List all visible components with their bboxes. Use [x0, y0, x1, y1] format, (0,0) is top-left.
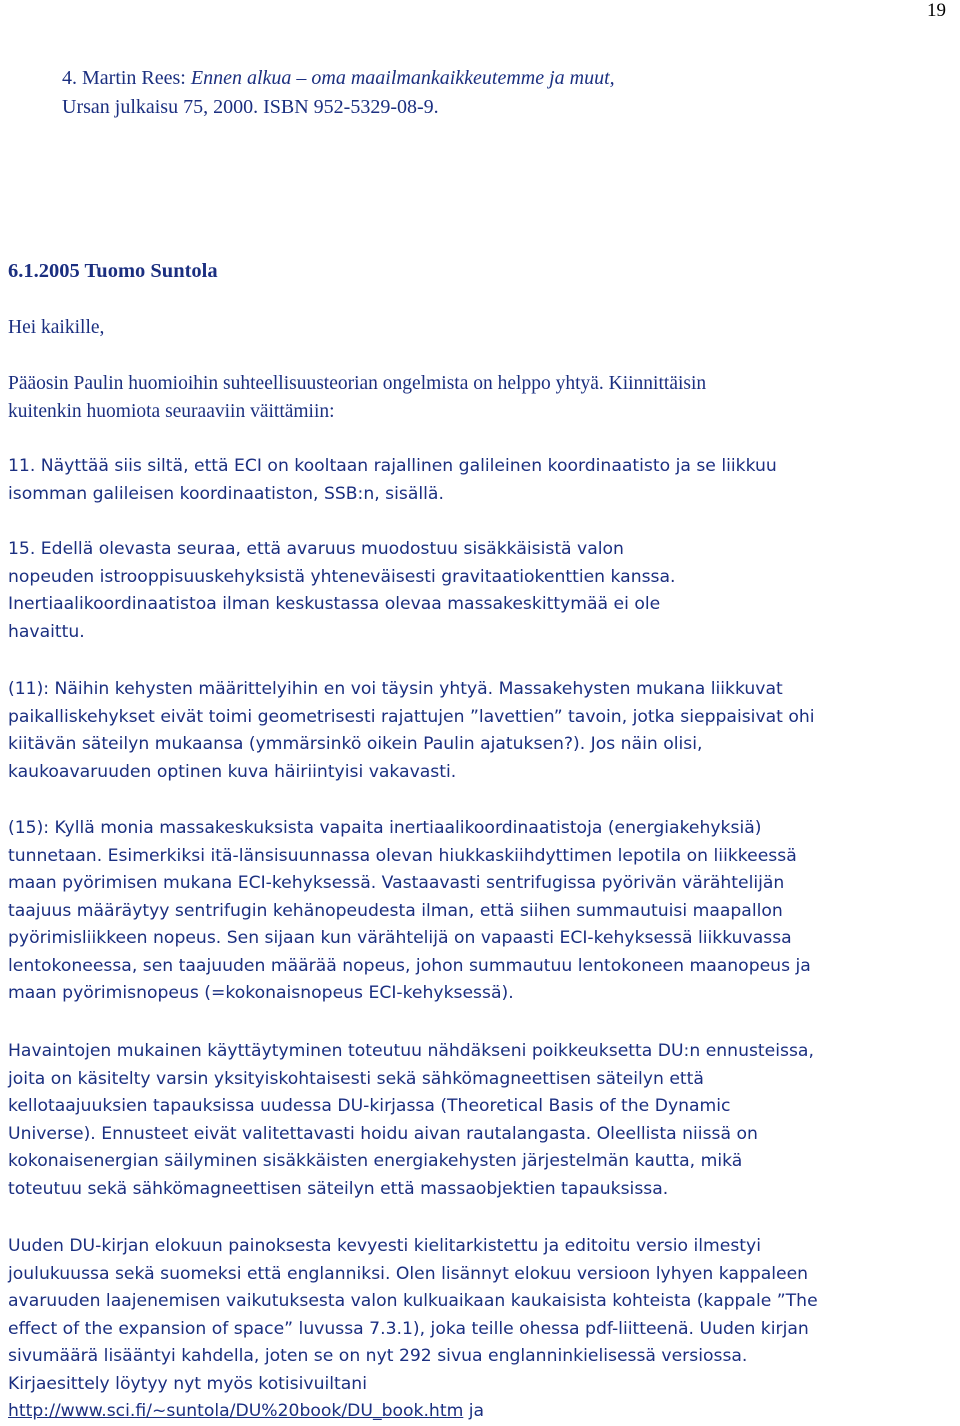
reply-15-line: taajuus määräytyy sentrifugin kehänopeudesta ilman, että siihen summautuisi maapallon: [8, 900, 783, 921]
new-book-line: Kirjaesittely löytyy nyt myös kotisivuiltani: [8, 1373, 367, 1394]
homepage-link[interactable]: http://www.sci.fi/~suntola/DU%20book/DU_book.htm: [8, 1401, 464, 1421]
reply-11-line: kiitävän säteilyn mukaansa (ymmärsinkö oikein Paulin ajatuksen?). Jos näin olisi,: [8, 734, 703, 754]
new-book-line: avaruuden laajenemisen vaikutuksesta valon kulkuaikaan kaukaisista kohteista (kappale ”The: [8, 1291, 818, 1311]
intro-line: Pääosin Paulin huomioihin suhteellisuusteorian ongelmista on helppo yhtyä. Kiinnittäisin: [8, 373, 707, 394]
email-header: 6.1.2005 Tuomo Suntola: [8, 260, 218, 282]
claim-15-line: nopeuden istrooppisuuskehyksistä yhteneväisesti gravitaatiokenttien kanssa.: [8, 566, 676, 587]
new-book-line: effect of the expansion of space” luvussa 7.3.1), joka teille ohessa pdf-liitteenä. Uuden kirjan: [8, 1318, 809, 1339]
observations-line: kokonaisenergian säilyminen sisäkkäisten energiakehysten järjestelmän kautta, mikä: [8, 1151, 743, 1171]
claim-11-paragraph: [8, 453, 958, 508]
observations-paragraph: [8, 1038, 958, 1203]
new-book-line: joulukuussa sekä suomeksi että englanniksi. Olen lisännyt elokuu versioon lyhyen kappaleen: [8, 1263, 809, 1284]
observations-line: joita on käsitelty varsin yksityiskohtaisesti sekä sähkömagneettisen säteilyn että: [8, 1068, 704, 1089]
claim-11-line: 11. Näyttää siis siltä, että ECI on kooltaan rajallinen galileinen koordinaatisto ja se liikkuu: [8, 456, 777, 476]
claim-15-paragraph: [8, 536, 958, 646]
reference-author: Martin Rees:: [82, 67, 186, 89]
observations-line: toteutuu sekä sähkömagneettisen säteilyn että massaobjektien tapauksissa.: [8, 1178, 669, 1199]
claim-15-line: Inertiaalikoordinaatistoa ilman keskustassa olevaa massakeskittymää ei ole: [8, 594, 661, 614]
observations-line: kellotaajuuksien tapauksissa uudessa DU-kirjassa (Theoretical Basis of the Dynamic: [8, 1096, 731, 1116]
intro-line: kuitenkin huomiota seuraaviin väittämiin:: [8, 400, 335, 422]
reply-11-line: (11): Näihin kehysten määrittelyihin en voi täysin yhtyä. Massakehysten mukana liikkuvat: [8, 679, 783, 699]
reply-15-line: tunnetaan. Esimerkiksi itä-länsisuunnassa olevan hiukkaskiihdyttimen lepotila on liikkeessä: [8, 845, 797, 866]
claim-15-line: havaittu.: [8, 621, 85, 642]
reference-line-1: [62, 64, 960, 93]
reply-15-paragraph: [8, 815, 958, 1008]
reply-15-line: maan pyörimisen mukana ECI-kehyksessä. Vastaavasti sentrifugissa pyörivän värähtelijän: [8, 873, 785, 893]
greeting: Hei kaikille,: [8, 317, 105, 338]
claim-11-line: isomman galileisen koordinaatiston, SSB:n, sisällä.: [8, 483, 444, 504]
reply-15-line: pyörimisliikkeen nopeus. Sen sijaan kun värähtelijä on vapaasti ECI-kehyksessä liikkuvassa: [8, 928, 792, 948]
reference-citation: [62, 64, 960, 122]
reply-11-line: paikalliskehykset eivät toimi geometrisesti rajattujen ”lavettien” tavoin, jotka sieppaisivat ohi: [8, 706, 815, 727]
reply-15-line: (15): Kyllä monia massakeskuksista vapaita inertiaalikoordinaatistoja (energiakehyksiä): [8, 818, 762, 838]
new-book-line: Uuden DU-kirjan elokuun painoksesta kevyesti kielitarkistettu ja editoitu versio ilmestyi: [8, 1236, 761, 1256]
reply-15-line: maan pyörimisnopeus (=kokonaisnopeus ECI-kehyksessä).: [8, 983, 514, 1003]
claim-15-line: 15. Edellä olevasta seuraa, että avaruus muodostuu sisäkkäisistä valon: [8, 539, 624, 559]
link-line: [8, 1398, 958, 1426]
reference-title: Ennen alkua – oma maailmankaikkeutemme ja muut,: [190, 67, 615, 89]
reply-11-paragraph: [8, 676, 958, 786]
link-suffix: ja: [463, 1401, 485, 1421]
observations-line: Universe). Ennusteet eivät valitettavasti hoidu aivan rautalangasta. Oleellista niissä on: [8, 1123, 758, 1144]
new-book-paragraph: [8, 1233, 958, 1426]
observations-line: Havaintojen mukainen käyttäytyminen toteutuu nähdäkseni poikkeuksetta DU:n ennusteissa,: [8, 1041, 814, 1061]
page-number: 19: [927, 0, 946, 21]
reply-11-line: kaukoavaruuden optinen kuva häiriintyisi vakavasti.: [8, 761, 457, 782]
reply-15-line: lentokoneessa, sen taajuuden määrää nopeus, johon summautuu lentokoneen maanopeus ja: [8, 955, 811, 976]
new-book-line: sivumäärä lisääntyi kahdella, joten se on nyt 292 sivua englanninkielisessä versiossa.: [8, 1346, 748, 1366]
reference-number: 4.: [62, 67, 77, 89]
intro-paragraph: [8, 370, 958, 425]
reference-line-2: Ursan julkaisu 75, 2000. ISBN 952-5329-08-9.: [62, 96, 439, 118]
